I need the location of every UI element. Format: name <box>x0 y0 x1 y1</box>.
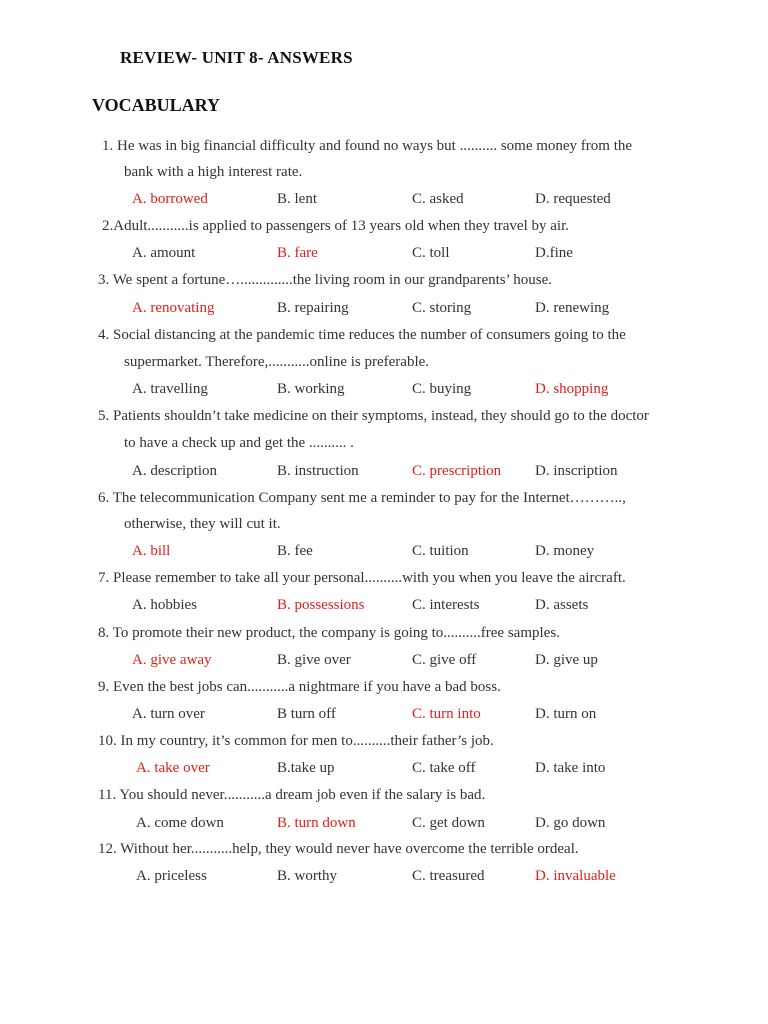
question-6-text: 6. The telecommunication Company sent me a reminder to pay for the Internet……….., <box>98 490 626 506</box>
question-1-text-cont: bank with a high interest rate. <box>124 164 303 180</box>
q12-option-b: B. worthy <box>277 868 337 884</box>
question-3-text: 3. We spent a fortune…..............the living room in our grandparents’ house. <box>98 272 552 288</box>
q2-option-c: C. toll <box>412 245 450 261</box>
q3-option-b: B. repairing <box>277 300 349 316</box>
question-10-text: 10. In my country, it’s common for men to..........their father’s job. <box>98 733 494 749</box>
q7-option-a: A. hobbies <box>132 597 197 613</box>
q2-option-b: B. fare <box>277 245 318 261</box>
section-heading-vocabulary: VOCABULARY <box>92 95 221 115</box>
question-9-text: 9. Even the best jobs can...........a nightmare if you have a bad boss. <box>98 679 501 695</box>
question-12-text: 12. Without her...........help, they would never have overcome the terrible ordeal. <box>98 841 579 857</box>
question-1-text: 1. He was in big financial difficulty and found no ways but .......... some money from the <box>102 138 633 154</box>
q5-option-a: A. description <box>132 463 217 479</box>
question-5-text: 5. Patients shouldn’t take medicine on their symptoms, instead, they should go to the doctor <box>98 408 649 424</box>
q2-option-d: D.fine <box>535 245 573 261</box>
q1-option-c: C. asked <box>412 191 464 207</box>
question-11-text: 11. You should never...........a dream job even if the salary is bad. <box>98 787 486 803</box>
q1-option-b: B. lent <box>277 191 317 207</box>
q9-option-a: A. turn over <box>132 706 205 722</box>
q11-option-d: D. go down <box>535 815 606 831</box>
q4-option-c: C. buying <box>412 381 472 397</box>
q5-option-c: C. prescription <box>412 463 502 479</box>
q6-option-d: D. money <box>535 543 595 559</box>
q11-option-c: C. get down <box>412 815 485 831</box>
question-7-text: 7. Please remember to take all your personal..........with you when you leave the aircraft. <box>98 570 626 586</box>
question-5-text-cont: to have a check up and get the .......... . <box>124 435 354 451</box>
question-4-text-cont: supermarket. Therefore,...........online is preferable. <box>124 354 430 370</box>
question-6-text-cont: otherwise, they will cut it. <box>124 516 281 532</box>
q3-option-a: A. renovating <box>132 300 215 316</box>
q1-option-d: D. requested <box>535 191 611 207</box>
q6-option-b: B. fee <box>277 543 313 559</box>
q11-option-a: A. come down <box>136 815 224 831</box>
q6-option-c: C. tuition <box>412 543 469 559</box>
question-2-text: 2.Adult...........is applied to passengers of 13 years old when they travel by air. <box>102 218 569 234</box>
q9-option-c: C. turn into <box>412 706 481 722</box>
q8-option-c: C. give off <box>412 652 477 668</box>
q12-option-c: C. treasured <box>412 868 485 884</box>
q6-option-a: A. bill <box>132 543 171 559</box>
q1-option-a: A. borrowed <box>132 191 208 207</box>
q9-option-b: B turn off <box>277 706 336 722</box>
q5-option-b: B. instruction <box>277 463 359 479</box>
q10-option-b: B.take up <box>277 760 335 776</box>
q4-option-d: D. shopping <box>535 381 609 397</box>
q2-option-a: A. amount <box>132 245 196 261</box>
q8-option-b: B. give over <box>277 652 351 668</box>
q11-option-b: B. turn down <box>277 815 356 831</box>
q12-option-d: D. invaluable <box>535 868 616 884</box>
document-title: REVIEW- UNIT 8- ANSWERS <box>120 48 353 67</box>
q7-option-b: B. possessions <box>277 597 365 613</box>
q7-option-d: D. assets <box>535 597 589 613</box>
q10-option-a: A. take over <box>136 760 210 776</box>
q10-option-d: D. take into <box>535 760 606 776</box>
q7-option-c: C. interests <box>412 597 480 613</box>
question-8-text: 8. To promote their new product, the company is going to..........free samples. <box>98 625 560 641</box>
q3-option-c: C. storing <box>412 300 472 316</box>
q9-option-d: D. turn on <box>535 706 597 722</box>
q5-option-d: D. inscription <box>535 463 618 479</box>
q4-option-a: A. travelling <box>132 381 208 397</box>
q8-option-a: A. give away <box>132 652 212 668</box>
q12-option-a: A. priceless <box>136 868 207 884</box>
q8-option-d: D. give up <box>535 652 598 668</box>
q4-option-b: B. working <box>277 381 345 397</box>
q3-option-d: D. renewing <box>535 300 610 316</box>
question-4-text: 4. Social distancing at the pandemic time reduces the number of consumers going to the <box>98 327 626 343</box>
q10-option-c: C. take off <box>412 760 476 776</box>
